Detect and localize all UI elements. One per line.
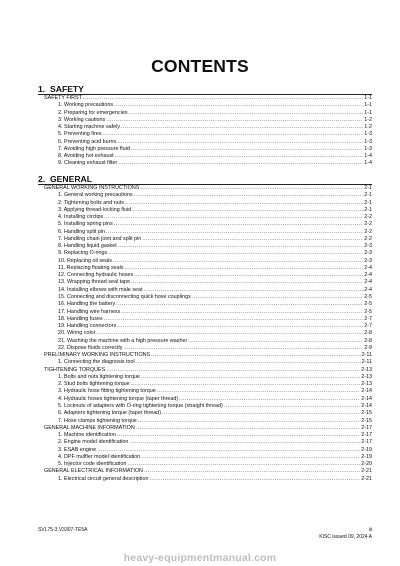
toc-entry-page: 2-13 (361, 381, 372, 388)
dot-leader (141, 374, 360, 381)
dot-leader (149, 476, 360, 483)
toc-entry[interactable] (38, 229, 372, 236)
toc-entry-label: 7. Handling chain joint and split pin (58, 235, 142, 242)
dot-leader (118, 160, 363, 167)
toc-entry-label: 12. Connecting hydraulic hoses (58, 272, 134, 279)
toc-entry-label: 1. Electrical circuit general description (58, 475, 149, 482)
section-heading-safety (38, 84, 372, 95)
toc-entry[interactable] (38, 309, 372, 316)
toc-entry-label: 18. Handling fuses (58, 315, 103, 322)
toc-entry[interactable] (38, 330, 372, 337)
dot-leader (131, 381, 361, 388)
dot-leader (142, 236, 363, 243)
dot-leader (115, 153, 364, 160)
dot-leader (132, 207, 363, 214)
toc-entry[interactable] (38, 338, 372, 345)
toc-entry-page: 1-4 (364, 153, 372, 160)
dot-leader (121, 124, 363, 131)
toc-entry[interactable] (38, 381, 372, 388)
toc-entry[interactable] (38, 439, 372, 446)
toc-entry[interactable] (38, 301, 372, 308)
dot-leader (123, 345, 363, 352)
toc-entry-label: 3. ESAB engine (58, 446, 97, 453)
toc-entry[interactable] (38, 265, 372, 272)
dot-leader (129, 110, 364, 117)
toc-entry-page: 2-19 (361, 446, 372, 453)
toc-entry-page: 2-3 (364, 257, 372, 264)
toc-entry[interactable] (38, 160, 372, 167)
dot-leader (116, 301, 363, 308)
toc-entry-label: 14. Installing elbows with male seat (58, 286, 143, 293)
toc-entry[interactable] (38, 388, 372, 395)
dot-leader (188, 338, 363, 345)
toc-entry[interactable] (38, 374, 372, 381)
toc-entry-page: 2-17 (361, 439, 372, 446)
toc-entry-label: 9. Cleaning exhaust filter (58, 160, 118, 167)
toc-entry-label: 8. Avoiding hot exhaust (58, 153, 114, 160)
toc-entry-label: 7. Avoiding high pressure fluid (58, 145, 130, 152)
toc-entry-page: 2-2 (364, 221, 372, 228)
toc-entry-page: 2-1 (364, 192, 372, 199)
toc-entry[interactable] (38, 214, 372, 221)
section-label: GENERAL (50, 174, 93, 184)
toc-entry[interactable] (38, 345, 372, 352)
toc-entry-label: 10. Replacing oil seals (58, 257, 112, 264)
toc-entry-label: GENERAL WORKING INSTRUCTIONS (44, 185, 140, 191)
dot-leader (118, 243, 363, 250)
toc-entry-label: 13. Wrapping thread seal tape (58, 279, 131, 286)
toc-entry-page: 2-5 (364, 301, 372, 308)
toc-entry-page: 2-7 (364, 323, 372, 330)
dot-leader (136, 425, 360, 432)
toc-entry-page: 2-14 (361, 388, 372, 395)
toc-entry[interactable] (38, 279, 372, 286)
toc-entry-page: 2-5 (364, 293, 372, 300)
toc-entry[interactable] (38, 124, 372, 131)
toc-entry[interactable] (38, 316, 372, 323)
toc-entry-page: 2-13 (361, 366, 372, 373)
toc-entry-label: 1. Connecting the diagnosis tool (58, 359, 135, 366)
toc-entry[interactable] (38, 359, 372, 366)
toc-entry-label: 5. Preventing fires (58, 131, 102, 138)
dot-leader (106, 367, 360, 374)
dot-leader (106, 229, 363, 236)
toc-heading-entry[interactable] (38, 352, 372, 359)
toc-entry-page: 2-21 (361, 468, 372, 475)
dot-leader (151, 352, 360, 359)
toc-entry-page: 1-1 (364, 95, 372, 101)
page-info (319, 527, 372, 540)
dot-leader (121, 309, 363, 316)
dot-leader (117, 432, 360, 439)
toc-list-safety (38, 95, 372, 168)
dot-leader (144, 287, 364, 294)
dot-leader (224, 403, 360, 410)
toc-entry[interactable] (38, 153, 372, 160)
toc-entry-label: 17. Handling wire harness (58, 308, 121, 315)
toc-entry-page: 2-20 (361, 461, 372, 468)
toc-entry-page: 1-3 (364, 131, 372, 138)
dot-leader (117, 323, 363, 330)
dot-leader (179, 396, 360, 403)
dot-leader (108, 250, 363, 257)
toc-entry-page: 2-1 (364, 185, 372, 191)
toc-entry-page: 2-8 (364, 337, 372, 344)
dot-leader (131, 279, 363, 286)
dot-leader (127, 461, 360, 468)
toc-entry[interactable] (38, 200, 372, 207)
toc-entry[interactable] (38, 272, 372, 279)
toc-entry-page: 2-2 (364, 235, 372, 242)
dot-leader (129, 439, 360, 446)
dot-leader (162, 410, 360, 417)
dot-leader (102, 131, 363, 138)
toc-entry-page: 2-4 (364, 264, 372, 271)
toc-entry[interactable] (38, 432, 372, 439)
toc-entry-page: 2-1 (364, 206, 372, 213)
toc-entry-page: 2-19 (361, 453, 372, 460)
toc-entry-label: 15. Connecting and disconnecting quick hose couplings (58, 293, 191, 300)
dot-leader (96, 330, 363, 337)
dot-leader (114, 102, 363, 109)
toc-entry-label: 3. Applying thread-locking fluid (58, 206, 132, 213)
toc-entry[interactable] (38, 418, 372, 425)
toc-entry-page: 2-21 (361, 475, 372, 482)
toc-entry[interactable] (38, 117, 372, 124)
toc-entry-label: 5. Injector code identification (58, 461, 127, 468)
toc-entry-page: 2-7 (364, 315, 372, 322)
toc-entry[interactable] (38, 454, 372, 461)
dot-leader (192, 294, 363, 301)
toc-entry-page: 2-3 (364, 250, 372, 257)
toc-entry-label: 4. Hydraulic hoses tightening torque (taper thread) (58, 395, 179, 402)
toc-entry-page: 1-3 (364, 145, 372, 152)
toc-entry-label: 19. Handling connectors (58, 323, 117, 330)
toc-entry-page: 2-8 (364, 330, 372, 337)
toc-entry[interactable] (38, 403, 372, 410)
toc-entry-page: 2-9 (364, 344, 372, 351)
toc-entry[interactable] (38, 396, 372, 403)
dot-leader (97, 447, 360, 454)
toc-entry-label: 2. Stud bolts tightening torque (58, 381, 130, 388)
toc-heading-entry[interactable] (38, 95, 372, 102)
document-code: SVL75-3,V3307-TE5A (38, 527, 88, 533)
dot-leader (83, 95, 363, 102)
toc-entry[interactable] (38, 102, 372, 109)
toc-entry-label: TIGHTENING TORQUES (44, 366, 106, 373)
toc-entry-page: 1-1 (364, 109, 372, 116)
toc-entry-page: 2-4 (364, 272, 372, 279)
toc-entry[interactable] (38, 410, 372, 417)
dot-leader (136, 359, 361, 366)
toc-entry-page: 2-15 (361, 410, 372, 417)
toc-entry[interactable] (38, 192, 372, 199)
toc-entry-label: 6. Preventing acid burns (58, 138, 117, 145)
toc-entry-page: 2-2 (364, 214, 372, 221)
toc-entry-label: GENERAL MACHINE INFORMATION (44, 424, 135, 431)
toc-entry[interactable] (38, 476, 372, 483)
toc-entry-label: 16. Handling the battery (58, 301, 116, 308)
toc-entry-label: 5. Installing spring pins (58, 221, 113, 228)
section-number: 1. (38, 84, 46, 94)
toc-heading-entry[interactable] (38, 468, 372, 475)
toc-entry-label: 6. Handling split pin (58, 228, 106, 235)
toc-heading-entry[interactable] (38, 425, 372, 432)
dot-leader (125, 200, 363, 207)
toc-entry-page: 2-14 (361, 402, 372, 409)
toc-entry[interactable] (38, 258, 372, 265)
toc-entry-label: 7. Hose clamps tightening torque (58, 417, 137, 424)
toc-entry[interactable] (38, 287, 372, 294)
toc-entry[interactable] (38, 243, 372, 250)
toc-entry-label: 3. Working cautions (58, 116, 106, 123)
dot-leader (113, 258, 363, 265)
toc-entry[interactable] (38, 110, 372, 117)
toc-entry-label: 1. Working precautions (58, 102, 114, 109)
toc-entry-label: 4. DPF muffler model identification (58, 453, 141, 460)
toc-entry-label: 2. Engine model identification (58, 439, 129, 446)
toc-heading-entry[interactable] (38, 367, 372, 374)
toc-entry-page: 2-5 (364, 308, 372, 315)
toc-entry-label: 22. Dispose fluids correctly (58, 344, 123, 351)
dot-leader (125, 265, 364, 272)
dot-leader (157, 388, 361, 395)
toc-entry-label: 1. Machine identification (58, 432, 116, 439)
dot-leader (138, 418, 360, 425)
toc-entry-label: 11. Replacing floating seals (58, 264, 124, 271)
dot-leader (131, 146, 363, 153)
dot-leader (117, 139, 363, 146)
toc-entry[interactable] (38, 461, 372, 468)
toc-entry-label: 1. General working precautions (58, 192, 133, 199)
toc-entry-label: 9. Replacing O-rings (58, 250, 108, 257)
toc-entry[interactable] (38, 294, 372, 301)
toc-entry-label: 8. Handling liquid gasket (58, 243, 117, 250)
toc-entry-page: 2-3 (364, 243, 372, 250)
toc-entry-page: 2-4 (364, 286, 372, 293)
dot-leader (114, 221, 363, 228)
toc-entry-page: 2-1 (364, 199, 372, 206)
toc-entry-page: 2-15 (361, 417, 372, 424)
toc-entry-page: 1-3 (364, 138, 372, 145)
toc-entry-label: 2. Preparing for emergencies (58, 109, 128, 116)
dot-leader (104, 316, 364, 323)
toc-entry-page: 2-14 (361, 395, 372, 402)
toc-entry-page: 2-4 (364, 279, 372, 286)
toc-list-general (38, 185, 372, 483)
issue-info: KISC issued 09, 2024 A (319, 533, 372, 540)
dot-leader (141, 454, 360, 461)
toc-entry[interactable] (38, 323, 372, 330)
toc-entry[interactable] (38, 236, 372, 243)
toc-entry-label: 5. Locknuts of adapters with O-ring tightening torque (straight thread) (58, 402, 223, 409)
toc-heading-entry[interactable] (38, 185, 372, 192)
dot-leader (134, 272, 363, 279)
toc-entry-page: 1-2 (364, 124, 372, 131)
toc-entry-page: 2-2 (364, 228, 372, 235)
toc-entry[interactable] (38, 139, 372, 146)
toc-entry-page: 2-11 (361, 359, 372, 366)
dot-leader (144, 468, 360, 475)
toc-entry[interactable] (38, 250, 372, 257)
toc-entry-page: 2-11 (361, 352, 372, 359)
toc-entry[interactable] (38, 146, 372, 153)
toc-entry-label: SAFETY FIRST (44, 95, 82, 101)
toc-entry-page: 2-13 (361, 373, 372, 380)
toc-entry[interactable] (38, 221, 372, 228)
dot-leader (104, 214, 363, 221)
toc-entry-page: 1-2 (364, 116, 372, 123)
toc-entry-page: 2-17 (361, 432, 372, 439)
toc-entry[interactable] (38, 207, 372, 214)
page-title: CONTENTS (151, 56, 249, 76)
toc-entry-label: 3. Hydraulic hose fitting tightening torque (58, 388, 156, 395)
toc-entry-page: 1-4 (364, 160, 372, 167)
page-number: iii (368, 527, 372, 533)
dot-leader (140, 185, 363, 192)
toc-entry-label: 2. Tightening bolts and nuts (58, 199, 124, 206)
toc-entry-label: 6. Adapters tightening torque (taper thread) (58, 410, 162, 417)
section-label: SAFETY (50, 84, 84, 94)
toc-entry-label: 20. Wiring color (58, 330, 96, 337)
toc-entry-label: 4. Starting machine safely (58, 124, 121, 131)
toc-entry[interactable] (38, 447, 372, 454)
toc-entry-label: PRELIMINARY WORKING INSTRUCTIONS (44, 352, 151, 359)
toc-entry-label: 21. Washing the machine with a high pressure washer (58, 337, 188, 344)
toc-entry-label: 4. Installing circlips (58, 214, 104, 221)
watermark: heavy-equipmentmanual.com (123, 552, 277, 564)
section-number: 2. (38, 174, 46, 184)
toc-entry-page: 2-17 (361, 424, 372, 431)
toc-entry-label: GENERAL ELECTRICAL INFORMATION (44, 468, 143, 475)
section-heading-general (38, 174, 372, 185)
toc-entry-page: 1-1 (364, 102, 372, 109)
toc-entry[interactable] (38, 131, 372, 138)
dot-leader (134, 192, 364, 199)
dot-leader (106, 117, 363, 124)
toc-entry-label: 1. Bolts and nuts tightening torque (58, 373, 140, 380)
